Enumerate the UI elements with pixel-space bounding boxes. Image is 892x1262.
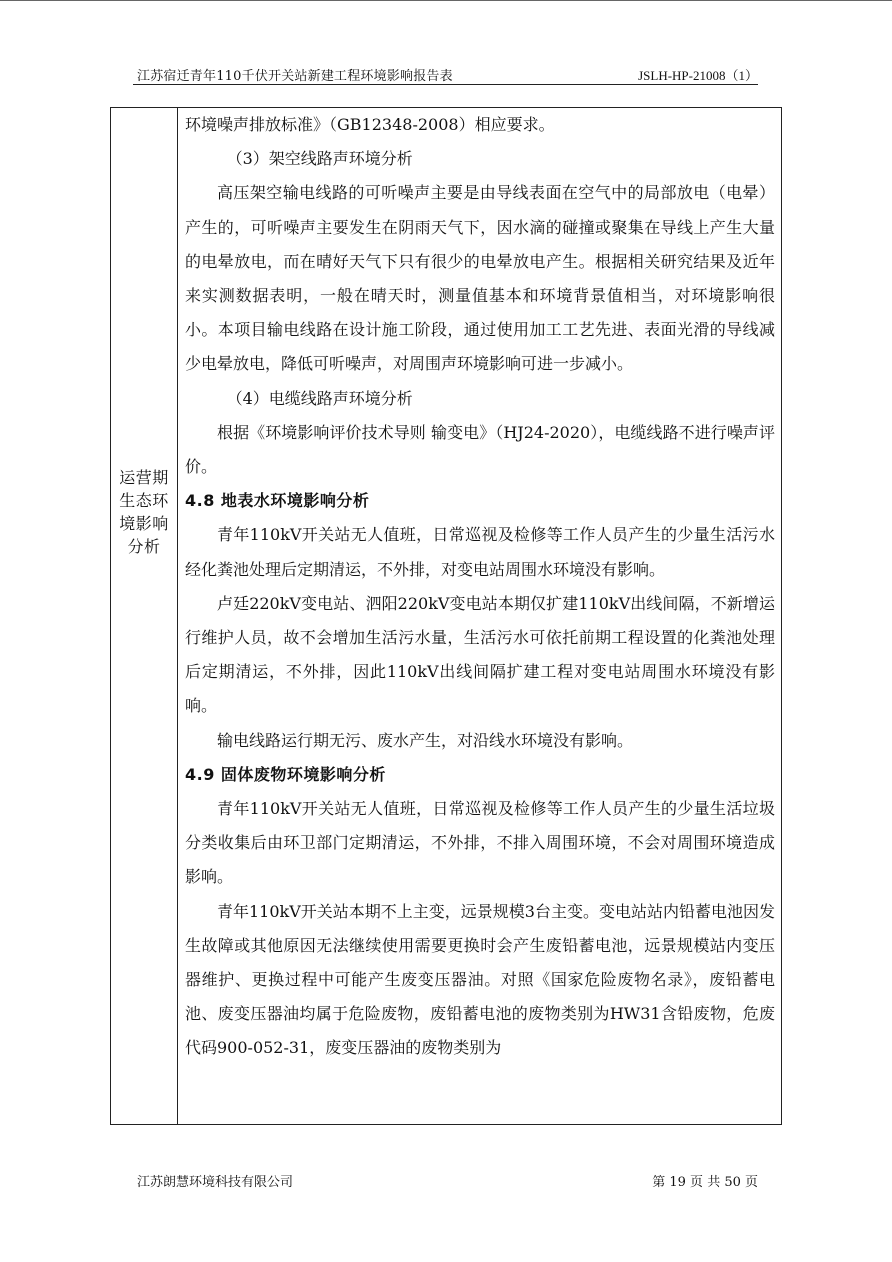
paragraph-4-9-1: 青年110kV开关站无人值班，日常巡视及检修等工作人员产生的少量生活垃圾分类收集后由环卫部门定期清运，不外排，不排入周围环境，不会对周围环境造成影响。 [185,799,775,887]
report-title: 江苏宿迁青年110千伏开关站新建工程环境影响报告表 [137,69,453,84]
content-table [110,107,782,1125]
paragraph-4-8-1: 青年110kV开关站无人值班，日常巡视及检修等工作人员产生的少量生活污水经化粪池处理后定期清运，不外排，对变电站周围水环境没有影响。 [185,525,775,579]
paragraph-4-8-3: 输电线路运行期无污、废水产生，对沿线水环境没有影响。 [217,730,634,750]
paragraph-overhead-line: 高压架空输电线路的可听噪声主要是由导线表面在空气中的局部放电（电晕）产生的，可听噪声主要发生在阴雨天气下，因水滴的碰撞或聚集在导线上产生大量的电晕放电，而在晴好天气下只有很少的电晕放电产生。根据相关研究结果及近年来实测数据表明，一般在晴天时，测量值基本和环境背景值相当，对环境影响很小。本项目输电线路在设计施工阶段，通过使用加工工艺先进、表面光滑的导线减少电晕放电，降低可听噪声，对周围声环境影响可进一步减小。 [185,183,775,374]
column-divider [177,108,178,1124]
document-code: JSLH-HP-21008（1） [638,68,758,83]
subsection-title-overhead: （3）架空线路声环境分析 [226,149,413,169]
paragraph-4-8-2: 卢廷220kV变电站、泗阳220kV变电站本期仅扩建110kV出线间隔，不新增运行维护人员，故不会增加生活污水量，生活污水可依托前期工程设置的化粪池处理后定期清运，不外排，因此110kV出线间隔扩建工程对变电站周围水环境没有影响。 [185,593,775,716]
content-cell [185,108,775,1066]
top-rule [0,0,892,1]
section-heading-4-8: 4.8 地表水环境影响分析 [185,491,370,511]
row-label-line: 生态环 [119,491,169,510]
company-name: 江苏朗慧环境科技有限公司 [137,1175,294,1190]
page-number: 第 19 页 共 50 页 [652,1175,758,1190]
continuation-paragraph: 环境噪声排放标准》（GB12348-2008）相应要求。 [185,115,555,134]
paragraph-4-9-2: 青年110kV开关站本期不上主变，远景规模3台主变。变电站站内铅蓄电池因发生故障或其他原因无法继续使用需要更换时会产生废铅蓄电池，远景规模站内变压器维护、更换过程中可能产生废变压器油。对照《国家危险废物名录》，废铅蓄电池、废变压器油均属于危险废物，废铅蓄电池的废物类别为HW31含铅废物，危废代码900-052-31，废变压器油的废物类别为 [185,901,775,1058]
row-label [111,466,177,558]
row-label-line: 境影响 [119,514,169,533]
section-heading-4-9: 4.9 固体废物环境影响分析 [185,764,386,784]
paragraph-cable-line: 根据《环境影响评价技术导则 输变电》（HJ24-2020），电缆线路不进行噪声评价。 [185,422,775,477]
page-header [133,62,758,85]
row-label-line: 分析 [127,537,161,556]
subsection-title-cable: （4）电缆线路声环境分析 [226,388,413,408]
row-label-line: 运营期 [119,468,169,487]
